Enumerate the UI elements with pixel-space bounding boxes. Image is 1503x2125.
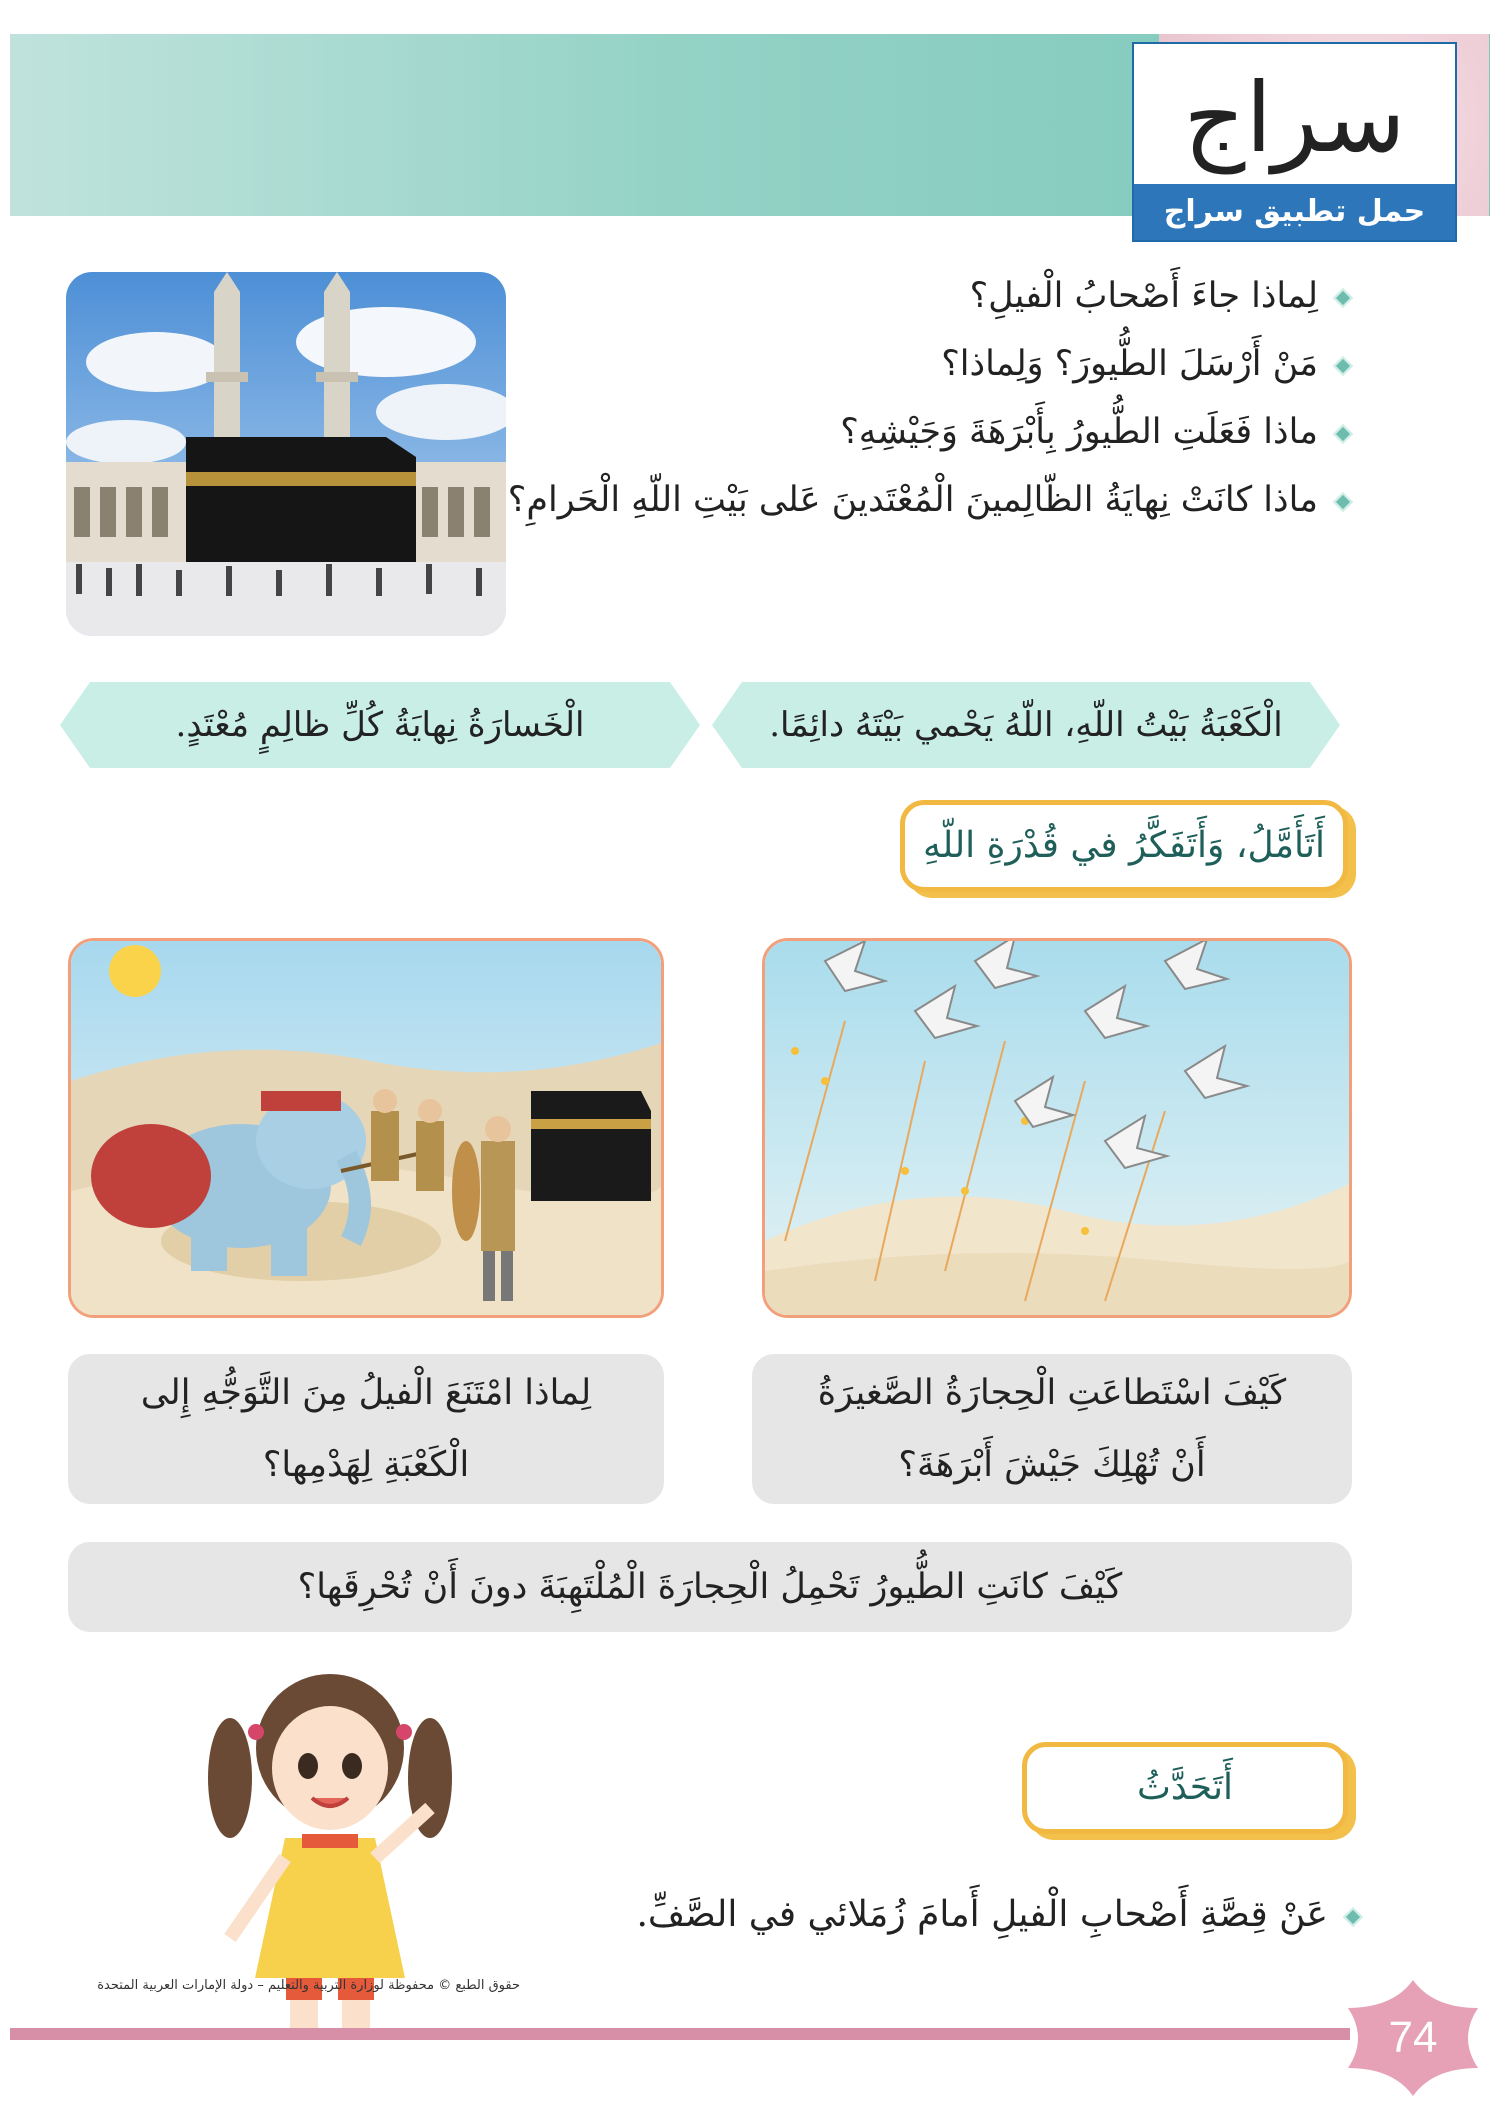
banner-kaaba-protected	[712, 682, 1340, 768]
bullet-icon	[1343, 1907, 1363, 1927]
heading-speak: أَتَحَدَّثُ	[1022, 1742, 1348, 1834]
logo-word: سراج	[1183, 62, 1406, 174]
banner-text: الْكَعْبَةُ بَيْتُ اللّهِ، اللّهُ يَحْمي بَيْتَهُ دائِمًا.	[769, 705, 1283, 745]
illustration-birds	[762, 938, 1352, 1318]
question-line: كَيْفَ كانَتِ الطُّيورُ تَحْمِلُ الْحِجارَةَ الْمُلْتَهِبَةَ دونَ أَنْ تُحْرِقَها؟	[297, 1567, 1123, 1607]
logo-tagline: حمل تطبيق سراج	[1134, 184, 1455, 240]
question-item: ماذا كانَتْ نِهايَةُ الظّالِمينَ الْمُعْتَدينَ عَلى بَيْتِ اللّهِ الْحَرامِ؟	[520, 466, 1350, 534]
heading-reflect: أَتَأَمَّلُ، وَأَتَفَكَّرُ في قُدْرَةِ اللّهِ	[900, 800, 1348, 892]
kaaba-photo	[66, 272, 506, 636]
footer-line	[10, 2028, 1350, 2040]
bullet-icon	[1333, 424, 1353, 444]
question-list	[507, 262, 1350, 534]
question-line: لِماذا امْتَنَعَ الْفيلُ مِنَ التَّوَجُّهِ إِلى	[140, 1373, 592, 1413]
question-item: لِماذا جاءَ أَصْحابُ الْفيلِ؟	[520, 262, 1350, 330]
question-item: ماذا فَعَلَتِ الطُّيورُ بِأَبْرَهَةَ وَجَيْشِهِ؟	[520, 398, 1350, 466]
illustration-elephant	[68, 938, 664, 1318]
bullet-icon	[1333, 356, 1353, 376]
bullet-icon	[1333, 288, 1353, 308]
question-box-birds	[68, 1542, 1352, 1632]
banner-text: الْخَسارَةُ نِهايَةُ كُلِّ ظالِمٍ مُعْتَدٍ.	[175, 705, 585, 745]
siraj-logo[interactable]	[1132, 42, 1457, 242]
question-line: الْكَعْبَةِ لِهَدْمِها؟	[262, 1445, 470, 1485]
page-number: 74	[1388, 2013, 1438, 2062]
bullet-icon	[1333, 492, 1353, 512]
speak-item: عَنْ قِصَّةِ أَصْحابِ الْفيلِ أَمامَ زُمَلائي في الصَّفِّ.	[640, 1880, 1360, 1950]
banner-oppressor-loss	[60, 682, 700, 768]
question-box-stones	[752, 1354, 1352, 1504]
question-box-elephant	[68, 1354, 664, 1504]
copyright-text: حقوق الطبع © محفوظة لوزارة التربية والتعليم – دولة الإمارات العربية المتحدة	[97, 1978, 520, 1993]
question-line: كَيْفَ اسْتَطاعَتِ الْحِجارَةُ الصَّغيرَةُ	[817, 1373, 1287, 1413]
question-item: مَنْ أَرْسَلَ الطُّيورَ؟ وَلِماذا؟	[520, 330, 1350, 398]
question-line: أَنْ تُهْلِكَ جَيْشَ أَبْرَهَةَ؟	[898, 1445, 1206, 1485]
